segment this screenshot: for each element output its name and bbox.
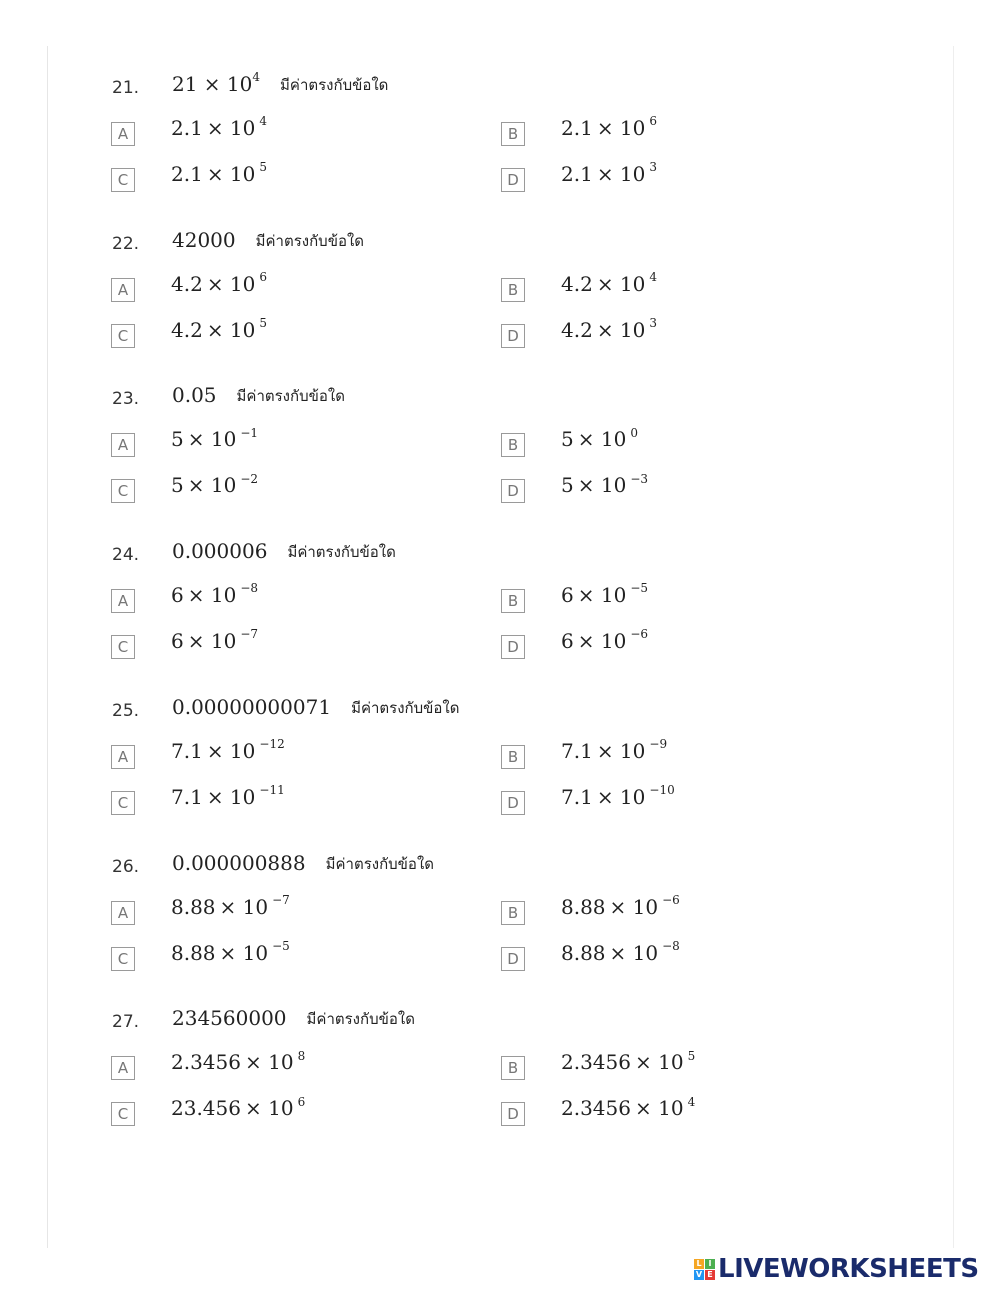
question-expression-base: 0.00000000071 — [172, 694, 332, 719]
answer-mantissa: 2.1 — [171, 162, 203, 186]
question-expression-base: 42000 — [172, 227, 236, 252]
answer-expression — [171, 1050, 305, 1074]
answer-expression — [171, 318, 267, 342]
times-ten: × 10 — [596, 116, 646, 140]
question-number: 23. — [112, 389, 140, 410]
answer-choice-box[interactable]: B — [501, 901, 525, 925]
answer-choice-box[interactable]: A — [111, 1056, 135, 1080]
answer-exponent: −10 — [649, 783, 675, 798]
times-ten: × 10 — [187, 583, 237, 608]
answer-exponent: −5 — [630, 581, 649, 596]
answer-choice-box[interactable]: B — [501, 589, 525, 613]
answer-exponent: −8 — [662, 938, 680, 953]
question-number: 27. — [112, 1012, 140, 1033]
question-block — [0, 58, 1000, 214]
answer-expression — [561, 1096, 695, 1120]
answer-exponent: 3 — [649, 160, 658, 175]
answer-choice-box[interactable]: D — [501, 168, 525, 192]
times-ten: × 10 — [219, 894, 269, 919]
answer-choice-box[interactable]: B — [501, 122, 525, 146]
answer-exponent: −8 — [240, 581, 259, 596]
times-ten: × 10 — [244, 1096, 294, 1121]
answer-exponent: −9 — [649, 737, 668, 752]
answer-mantissa: 7.1 — [171, 738, 203, 763]
answer-exponent: 4 — [649, 270, 658, 285]
answer-exponent: 3 — [649, 316, 658, 331]
question-expression-base: 0.05 — [172, 383, 217, 408]
answer-mantissa: 6 — [561, 583, 574, 608]
answer-expression — [171, 938, 290, 965]
answer-choice-box[interactable]: D — [501, 791, 525, 815]
answer-mantissa: 4.2 — [561, 271, 593, 296]
question-expression — [172, 539, 396, 565]
answer-exponent: −5 — [272, 938, 290, 953]
answer-mantissa: 2.1 — [561, 162, 593, 186]
answer-mantissa: 23.456 — [171, 1096, 241, 1121]
answer-exponent: 4 — [687, 1094, 696, 1109]
answer-mantissa: 5 — [561, 427, 574, 452]
question-number: 21. — [112, 78, 140, 98]
answer-exponent: 5 — [259, 160, 268, 175]
answer-choice-box[interactable]: C — [111, 168, 135, 192]
times-ten: × 10 — [219, 940, 269, 965]
answer-mantissa: 2.3456 — [171, 1050, 241, 1075]
answer-expression — [171, 1096, 305, 1120]
times-ten: × 10 — [206, 271, 256, 296]
times-ten: × 10 — [187, 473, 237, 498]
question-number: 25. — [112, 700, 140, 721]
answer-choice-box[interactable]: D — [501, 1102, 525, 1126]
answer-exponent: −6 — [662, 892, 680, 907]
times-ten: × 10 — [577, 473, 627, 498]
answer-expression — [561, 938, 680, 965]
question-expression — [172, 228, 364, 254]
answer-mantissa: 4.2 — [561, 317, 593, 342]
answer-mantissa: 4.2 — [171, 317, 203, 342]
answer-exponent: 5 — [259, 316, 268, 331]
answer-expression — [561, 785, 675, 809]
answer-exponent: 8 — [297, 1048, 306, 1063]
question-block — [0, 837, 1000, 993]
answer-mantissa: 5 — [561, 473, 574, 498]
times-ten: × 10 — [577, 629, 627, 654]
answer-expression — [561, 427, 638, 451]
answer-choice-box[interactable]: D — [501, 947, 525, 971]
answer-expression — [171, 116, 267, 140]
question-expression — [172, 1006, 415, 1032]
answer-choice-box[interactable]: B — [501, 1056, 525, 1080]
question-block — [0, 525, 1000, 681]
answer-mantissa: 7.1 — [561, 738, 593, 763]
answer-exponent: −12 — [259, 737, 285, 752]
times-ten: × 10 — [206, 116, 256, 140]
answer-exponent: 6 — [649, 114, 658, 129]
answer-choice-box[interactable]: C — [111, 324, 135, 348]
answer-mantissa: 6 — [561, 629, 574, 654]
times-ten: × 10 — [596, 162, 646, 186]
answer-choice-box[interactable]: C — [111, 947, 135, 971]
answer-mantissa: 7.1 — [171, 784, 203, 809]
answer-exponent: 6 — [259, 270, 268, 285]
answer-choice-box[interactable]: A — [111, 278, 135, 302]
answer-choice-box[interactable]: B — [501, 433, 525, 457]
question-expression-base: 0.000000888 — [172, 850, 306, 875]
answer-exponent: 4 — [259, 114, 268, 129]
answer-exponent: 5 — [687, 1048, 696, 1063]
answer-expression — [561, 162, 657, 186]
answer-mantissa: 7.1 — [561, 784, 593, 809]
answer-exponent: 6 — [297, 1094, 306, 1109]
answer-expression — [561, 892, 680, 919]
answer-expression — [171, 892, 290, 919]
answer-exponent: −3 — [630, 471, 649, 486]
answer-exponent: 0 — [630, 425, 638, 440]
answer-expression — [561, 272, 657, 296]
answer-mantissa: 5 — [171, 473, 184, 498]
question-prompt: มีค่าตรงกับข้อใด — [287, 543, 396, 562]
question-block — [0, 369, 1000, 525]
question-number: 22. — [112, 233, 140, 254]
question-expression — [172, 72, 388, 98]
question-expression-base: 21 × 10 — [172, 72, 253, 96]
answer-exponent: −1 — [240, 425, 259, 440]
answer-exponent: −2 — [240, 471, 259, 486]
answer-choice-box[interactable]: C — [111, 635, 135, 659]
answer-mantissa: 4.2 — [171, 271, 203, 296]
answer-choice-box[interactable]: A — [111, 122, 135, 146]
answer-expression — [171, 427, 258, 451]
answer-expression — [561, 318, 657, 342]
times-ten: × 10 — [596, 738, 646, 763]
answer-exponent: −7 — [272, 892, 290, 907]
answer-mantissa: 2.1 — [171, 116, 203, 140]
question-expression — [172, 695, 459, 721]
answer-mantissa: 2.3456 — [561, 1096, 631, 1121]
times-ten: × 10 — [206, 162, 256, 186]
answer-choice-box[interactable]: A — [111, 589, 135, 613]
answer-choice-box[interactable]: A — [111, 745, 135, 769]
answer-choice-box[interactable]: B — [501, 278, 525, 302]
answer-mantissa: 8.88 — [171, 894, 216, 919]
answer-choice-box[interactable]: A — [111, 433, 135, 457]
answer-expression — [171, 629, 258, 653]
answer-exponent: −6 — [630, 627, 649, 642]
liveworksheets-logo-mark — [694, 1259, 715, 1280]
question-prompt: มีค่าตรงกับข้อใด — [325, 854, 435, 873]
answer-expression — [171, 583, 258, 607]
times-ten: × 10 — [577, 427, 627, 452]
question-prompt: มีค่าตรงกับข้อใด — [306, 1010, 415, 1029]
times-ten: × 10 — [609, 940, 659, 965]
answer-expression — [171, 473, 258, 497]
answer-choice-box[interactable]: C — [111, 479, 135, 503]
times-ten: × 10 — [244, 1050, 294, 1075]
question-block — [0, 992, 1000, 1148]
answer-choice-box[interactable]: D — [501, 324, 525, 348]
question-block — [0, 681, 1000, 837]
answer-expression — [561, 739, 667, 763]
times-ten: × 10 — [206, 738, 256, 763]
answer-exponent: −7 — [240, 627, 259, 642]
answer-expression — [561, 583, 648, 607]
times-ten: × 10 — [596, 317, 646, 342]
logo-text: LIVEWORKSHEETS — [718, 1254, 979, 1284]
question-expression-base: 0.000006 — [172, 539, 268, 564]
answer-mantissa: 6 — [171, 629, 184, 654]
times-ten: × 10 — [187, 427, 237, 452]
answer-choice-box[interactable]: B — [501, 745, 525, 769]
logo-mark-letter: L — [694, 1259, 704, 1269]
times-ten: × 10 — [577, 583, 627, 608]
question-number: 24. — [112, 545, 140, 566]
times-ten: × 10 — [596, 271, 646, 296]
times-ten: × 10 — [187, 629, 237, 654]
question-prompt: มีค่าตรงกับข้อใด — [236, 387, 345, 406]
times-ten: × 10 — [634, 1050, 684, 1075]
times-ten: × 10 — [206, 784, 256, 809]
question-number: 26. — [112, 856, 140, 877]
logo-mark-letter: V — [695, 1269, 703, 1279]
logo-mark-letter: E — [705, 1270, 715, 1280]
question-expression-exponent: 4 — [252, 70, 261, 85]
answer-mantissa: 8.88 — [171, 940, 216, 965]
question-expression — [172, 383, 345, 409]
answer-mantissa: 2.3456 — [561, 1050, 631, 1075]
answer-mantissa: 6 — [171, 583, 184, 608]
answer-exponent: −11 — [259, 783, 285, 798]
answer-expression — [171, 739, 285, 763]
answer-mantissa: 8.88 — [561, 894, 606, 919]
answer-mantissa: 2.1 — [561, 116, 593, 140]
logo-mark-letter: I — [705, 1259, 715, 1269]
answer-expression — [561, 1050, 695, 1074]
question-block — [0, 214, 1000, 370]
liveworksheets-logo — [694, 1254, 979, 1284]
answer-expression — [561, 116, 657, 140]
answer-mantissa: 8.88 — [561, 940, 606, 965]
answer-choice-box[interactable]: D — [501, 479, 525, 503]
question-prompt: มีค่าตรงกับข้อใด — [255, 231, 365, 250]
question-prompt: มีค่าตรงกับข้อใด — [280, 76, 389, 94]
times-ten: × 10 — [206, 317, 256, 342]
answer-expression — [561, 473, 648, 497]
question-expression-base: 234560000 — [172, 1006, 287, 1031]
answer-choice-box[interactable]: C — [111, 791, 135, 815]
answer-choice-box[interactable]: A — [111, 901, 135, 925]
times-ten: × 10 — [634, 1096, 684, 1121]
answer-mantissa: 5 — [171, 427, 184, 452]
answer-choice-box[interactable]: D — [501, 635, 525, 659]
question-expression — [172, 851, 434, 877]
times-ten: × 10 — [596, 784, 646, 809]
answer-expression — [561, 629, 648, 653]
answer-choice-box[interactable]: C — [111, 1102, 135, 1126]
times-ten: × 10 — [609, 894, 659, 919]
answer-expression — [171, 162, 267, 186]
answer-expression — [171, 272, 267, 296]
answer-expression — [171, 785, 285, 809]
question-prompt: มีค่าตรงกับข้อใด — [351, 698, 460, 717]
